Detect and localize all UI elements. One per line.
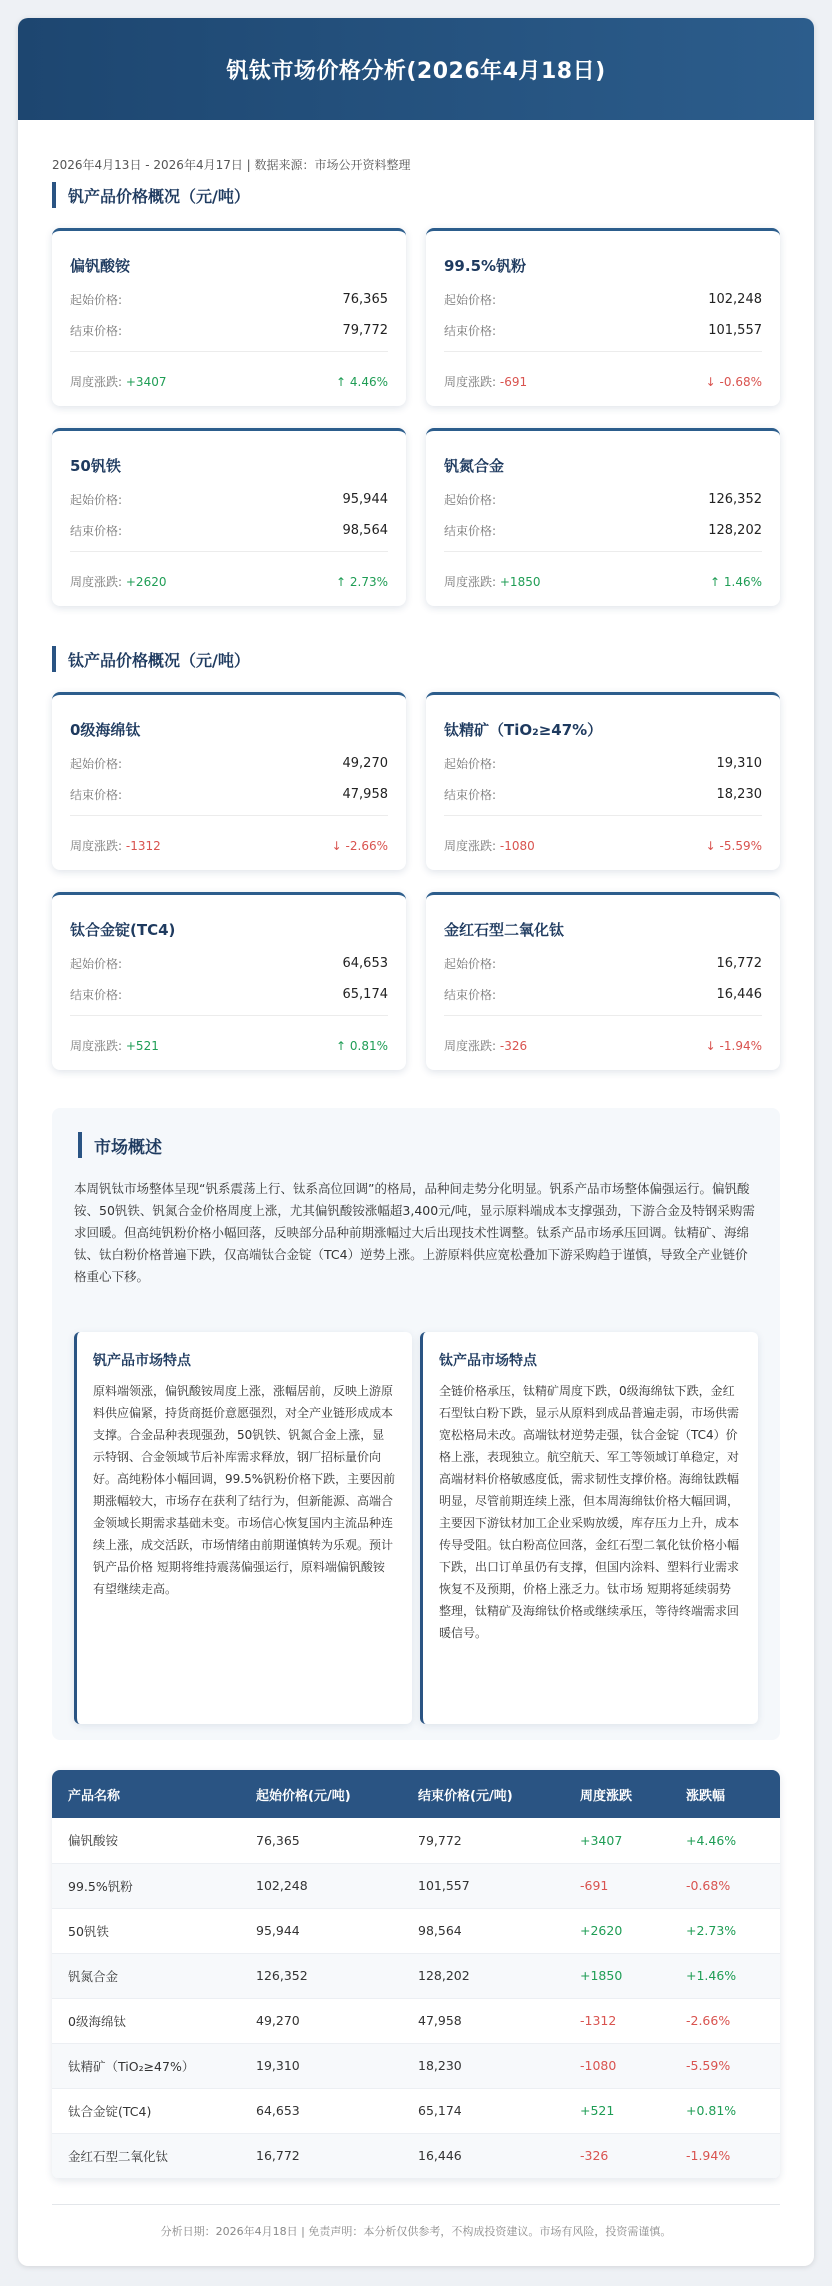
price-card-rutile-titanium-dioxide	[426, 892, 780, 1070]
cell-start: 64,653	[256, 2088, 418, 2133]
cell-end: 128,202	[418, 1953, 580, 1998]
titanium-features-text: 全链价格承压，钛精矿周度下跌，0级海绵钛下跌，金红石型钛白粉下跌，显示从原料到成品普遍走弱，市场供需宽松格局未改。高端钛材逆势走强，钛合金锭（TC4）价格上涨，表现独立。航空航天、军工等领域订单稳定，对高端材料价格敏感度低，需求韧性支撑价格。海绵钛跌幅明显，尽管前期连续上涨，但本周海绵钛价格大幅回调，主要因下游钛材加工企业采购放缓，库存压力上升，成本传导受阻。钛白粉高位回落，金红石型二氧化钛价格小幅下跌，出口订单虽仍有支撑，但国内涂料、塑料行业需求恢复不及预期，价格上涨乏力。钛市场 短期将延续弱势整理，钛精矿及海绵钛价格或继续承压，等待终端需求回暖信号。	[439, 1384, 740, 1640]
divider	[444, 815, 762, 816]
start-price: 64,653	[342, 956, 388, 971]
card-name: 金红石型二氧化钛	[444, 921, 565, 939]
change-row	[444, 1037, 762, 1054]
change-row	[70, 373, 388, 390]
weekly-label: 周度涨跌:	[70, 375, 123, 389]
end-label: 结束价格:	[70, 324, 123, 338]
card-name: 钛精矿（TiO₂≥47%）	[444, 721, 603, 739]
start-price-row	[444, 955, 762, 972]
table-row	[52, 1908, 780, 1953]
cell-percent: -1.94%	[686, 2133, 780, 2178]
price-card-titanium-alloy-ingot	[52, 892, 406, 1070]
cell-change: -1312	[580, 1998, 686, 2043]
price-card-vanadium-powder	[426, 228, 780, 406]
cell-end: 101,557	[418, 1863, 580, 1908]
change-percent: ↑ 4.46%	[336, 374, 388, 389]
page-title: 钒钛市场价格分析(2026年4月18日)	[226, 58, 606, 84]
cell-percent: -0.68%	[686, 1863, 780, 1908]
divider	[70, 351, 388, 352]
vanadium-features-box	[74, 1332, 412, 1724]
cell-product: 偏钒酸铵	[52, 1818, 256, 1863]
cell-end: 18,230	[418, 2043, 580, 2088]
start-price-row	[444, 291, 762, 308]
cell-change: +2620	[580, 1908, 686, 1953]
start-label: 起始价格:	[444, 757, 497, 771]
cell-end: 47,958	[418, 1998, 580, 2043]
change-row	[444, 373, 762, 390]
end-price: 16,446	[716, 987, 762, 1002]
start-price: 16,772	[716, 956, 762, 971]
weekly-change: -326	[499, 1039, 528, 1053]
end-price-row	[444, 786, 762, 803]
change-percent: ↑ 2.73%	[336, 574, 388, 589]
weekly-change: +3407	[125, 375, 167, 389]
cell-percent: -2.66%	[686, 1998, 780, 2043]
price-card-ferrovanadium	[52, 428, 406, 606]
cell-change: -691	[580, 1863, 686, 1908]
cell-end: 16,446	[418, 2133, 580, 2178]
end-label: 结束价格:	[70, 988, 123, 1002]
weekly-change: -1312	[125, 839, 161, 853]
header-change-percent: 涨跌幅	[686, 1788, 726, 1804]
overview-body: 本周钒钛市场整体呈现“钒系震荡上行、钛系高位回调”的格局，品种间走势分化明显。钒系产品市场整体偏强运行。偏钒酸铵、50钒铁、钒氮合金价格周度上涨，尤其偏钒酸铵涨幅超3,400元/吨，显示原料端成本支撑强劲，下游合金及特钢采购需求回暖。但高纯钒粉价格小幅回落，反映部分品种前期涨幅过大后出现技术性调整。钛系产品市场承压回调。钛精矿、海绵钛、钛白粉价格普遍下跌，仅高端钛合金锭（TC4）逆势上涨。上游原料供应宽松叠加下游采购趋于谨慎，导致全产业链价格重心下移。	[74, 1181, 755, 1284]
table-header-row	[52, 1770, 780, 1818]
start-label: 起始价格:	[70, 493, 123, 507]
weekly-label: 周度涨跌:	[70, 575, 123, 589]
cell-product: 金红石型二氧化钛	[52, 2133, 256, 2178]
change-percent: ↓ -0.68%	[705, 374, 762, 389]
change-percent: ↓ -5.59%	[705, 838, 762, 853]
vanadium-features-title: 钒产品市场特点	[93, 1353, 191, 1369]
start-price: 102,248	[708, 292, 762, 307]
cell-end: 65,174	[418, 2088, 580, 2133]
cell-percent: +0.81%	[686, 2088, 780, 2133]
cell-change: +521	[580, 2088, 686, 2133]
weekly-label: 周度涨跌:	[444, 575, 497, 589]
cell-product: 99.5%钒粉	[52, 1863, 256, 1908]
titanium-features-box	[420, 1332, 758, 1724]
cell-change: -1080	[580, 2043, 686, 2088]
start-label: 起始价格:	[444, 493, 497, 507]
weekly-change: -1080	[499, 839, 535, 853]
start-label: 起始价格:	[444, 957, 497, 971]
weekly-change: -691	[499, 375, 528, 389]
cell-change: +3407	[580, 1818, 686, 1863]
cell-product: 钒氮合金	[52, 1953, 256, 1998]
weekly-label: 周度涨跌:	[70, 839, 123, 853]
change-row	[444, 573, 762, 590]
end-label: 结束价格:	[70, 788, 123, 802]
start-price-row	[444, 491, 762, 508]
overview-title: 市场概述	[78, 1132, 162, 1158]
cell-start: 126,352	[256, 1953, 418, 1998]
start-label: 起始价格:	[70, 293, 123, 307]
change-row	[70, 837, 388, 854]
card-name: 99.5%钒粉	[444, 257, 527, 275]
change-row	[70, 1037, 388, 1054]
cell-start: 19,310	[256, 2043, 418, 2088]
cell-start: 102,248	[256, 1863, 418, 1908]
table-row	[52, 2088, 780, 2133]
table-row	[52, 1953, 780, 1998]
table-row	[52, 2133, 780, 2178]
end-price: 65,174	[342, 987, 388, 1002]
end-price: 47,958	[342, 787, 388, 802]
start-price: 19,310	[716, 756, 762, 771]
end-label: 结束价格:	[444, 988, 497, 1002]
change-percent: ↓ -1.94%	[705, 1038, 762, 1053]
change-row	[70, 573, 388, 590]
price-table-grid	[52, 1770, 780, 2179]
header-product: 产品名称	[68, 1788, 121, 1804]
table-row	[52, 1818, 780, 1863]
titanium-features-title: 钛产品市场特点	[439, 1353, 537, 1369]
price-card-vanadium-nitrogen-alloy	[426, 428, 780, 606]
table-row	[52, 2043, 780, 2088]
titanium-section-title: 钛产品价格概况（元/吨）	[52, 646, 250, 672]
start-label: 起始价格:	[444, 293, 497, 307]
weekly-label: 周度涨跌:	[444, 375, 497, 389]
change-row	[444, 837, 762, 854]
cell-start: 49,270	[256, 1998, 418, 2043]
vanadium-section-title: 钒产品价格概况（元/吨）	[52, 182, 250, 208]
cell-product: 钛精矿（TiO₂≥47%）	[52, 2043, 256, 2088]
cell-product: 0级海绵钛	[52, 1998, 256, 2043]
cell-end: 79,772	[418, 1818, 580, 1863]
cell-end: 98,564	[418, 1908, 580, 1953]
table-row	[52, 1863, 780, 1908]
end-price-row	[444, 522, 762, 539]
end-price: 128,202	[708, 523, 762, 538]
end-price-row	[444, 986, 762, 1003]
cell-percent: +4.46%	[686, 1818, 780, 1863]
divider	[444, 351, 762, 352]
divider	[70, 1015, 388, 1016]
start-price: 95,944	[342, 492, 388, 507]
divider	[444, 1015, 762, 1016]
header-end-price: 结束价格(元/吨)	[418, 1788, 513, 1804]
table-body	[52, 1818, 780, 2178]
cell-product: 钛合金锭(TC4)	[52, 2088, 256, 2133]
header-weekly-change: 周度涨跌	[580, 1788, 633, 1804]
weekly-change: +2620	[125, 575, 167, 589]
start-label: 起始价格:	[70, 757, 123, 771]
start-price-row	[70, 955, 388, 972]
weekly-label: 周度涨跌:	[444, 839, 497, 853]
start-price: 76,365	[342, 292, 388, 307]
card-name: 偏钒酸铵	[70, 257, 131, 275]
cell-start: 76,365	[256, 1818, 418, 1863]
start-price: 126,352	[708, 492, 762, 507]
change-percent: ↓ -2.66%	[331, 838, 388, 853]
end-price: 101,557	[708, 323, 762, 338]
end-price: 18,230	[716, 787, 762, 802]
start-price-row	[70, 491, 388, 508]
divider	[70, 551, 388, 552]
price-card-titanium-concentrate	[426, 692, 780, 870]
market-overview	[52, 1108, 780, 1740]
end-label: 结束价格:	[444, 524, 497, 538]
divider	[70, 815, 388, 816]
footer-disclaimer: 分析日期：2026年4月18日 | 免责声明：本分析仅供参考，不构成投资建议。市场有风险，投资需谨慎。	[52, 2204, 780, 2239]
change-percent: ↑ 1.46%	[710, 574, 762, 589]
cell-change: -326	[580, 2133, 686, 2178]
cell-percent: -5.59%	[686, 2043, 780, 2088]
table-head	[52, 1770, 780, 1818]
cell-product: 50钒铁	[52, 1908, 256, 1953]
end-price-row	[70, 522, 388, 539]
start-price-row	[70, 755, 388, 772]
end-label: 结束价格:	[444, 324, 497, 338]
change-percent: ↑ 0.81%	[336, 1038, 388, 1053]
end-label: 结束价格:	[444, 788, 497, 802]
end-price: 98,564	[342, 523, 388, 538]
vanadium-features-text: 原料端领涨，偏钒酸铵周度上涨，涨幅居前，反映上游原料供应偏紧，持货商挺价意愿强烈，对全产业链形成成本支撑。合金品种表现强劲，50钒铁、钒氮合金上涨，显示特钢、合金领域节后补库需求释放，钢厂招标量价向好。高纯粉体小幅回调，99.5%钒粉价格下跌，主要因前期涨幅较大，市场存在获利了结行为，但新能源、高端合金领域长期需求基础未变。市场信心恢复国内主流品种连续上涨，成交活跃，市场情绪由前期谨慎转为乐观。预计钒产品价格 短期将维持震荡偏强运行，原料端偏钒酸铵有望继续走高。	[93, 1384, 396, 1596]
cell-start: 16,772	[256, 2133, 418, 2178]
cell-change: +1850	[580, 1953, 686, 1998]
card-name: 0级海绵钛	[70, 721, 141, 739]
start-price-row	[444, 755, 762, 772]
start-label: 起始价格:	[70, 957, 123, 971]
price-card-ammonium-metavanadate	[52, 228, 406, 406]
card-name: 钒氮合金	[444, 457, 505, 475]
weekly-change: +1850	[499, 575, 541, 589]
report-header	[18, 18, 814, 120]
cell-start: 95,944	[256, 1908, 418, 1953]
start-price: 49,270	[342, 756, 388, 771]
end-price-row	[70, 786, 388, 803]
end-price-row	[70, 986, 388, 1003]
report-meta: 2026年4月13日 - 2026年4月17日 | 数据来源：市场公开资料整理	[52, 158, 411, 172]
report-page	[18, 18, 814, 2266]
header-start-price: 起始价格(元/吨)	[256, 1788, 351, 1804]
end-price-row	[444, 322, 762, 339]
card-name: 钛合金锭(TC4)	[70, 921, 176, 939]
end-price: 79,772	[342, 323, 388, 338]
card-name: 50钒铁	[70, 457, 121, 475]
table-row	[52, 1998, 780, 2043]
price-table	[52, 1770, 780, 2179]
end-price-row	[70, 322, 388, 339]
cell-percent: +1.46%	[686, 1953, 780, 1998]
cell-percent: +2.73%	[686, 1908, 780, 1953]
start-price-row	[70, 291, 388, 308]
weekly-label: 周度涨跌:	[70, 1039, 123, 1053]
weekly-label: 周度涨跌:	[444, 1039, 497, 1053]
end-label: 结束价格:	[70, 524, 123, 538]
weekly-change: +521	[125, 1039, 159, 1053]
divider	[444, 551, 762, 552]
price-card-titanium-sponge	[52, 692, 406, 870]
